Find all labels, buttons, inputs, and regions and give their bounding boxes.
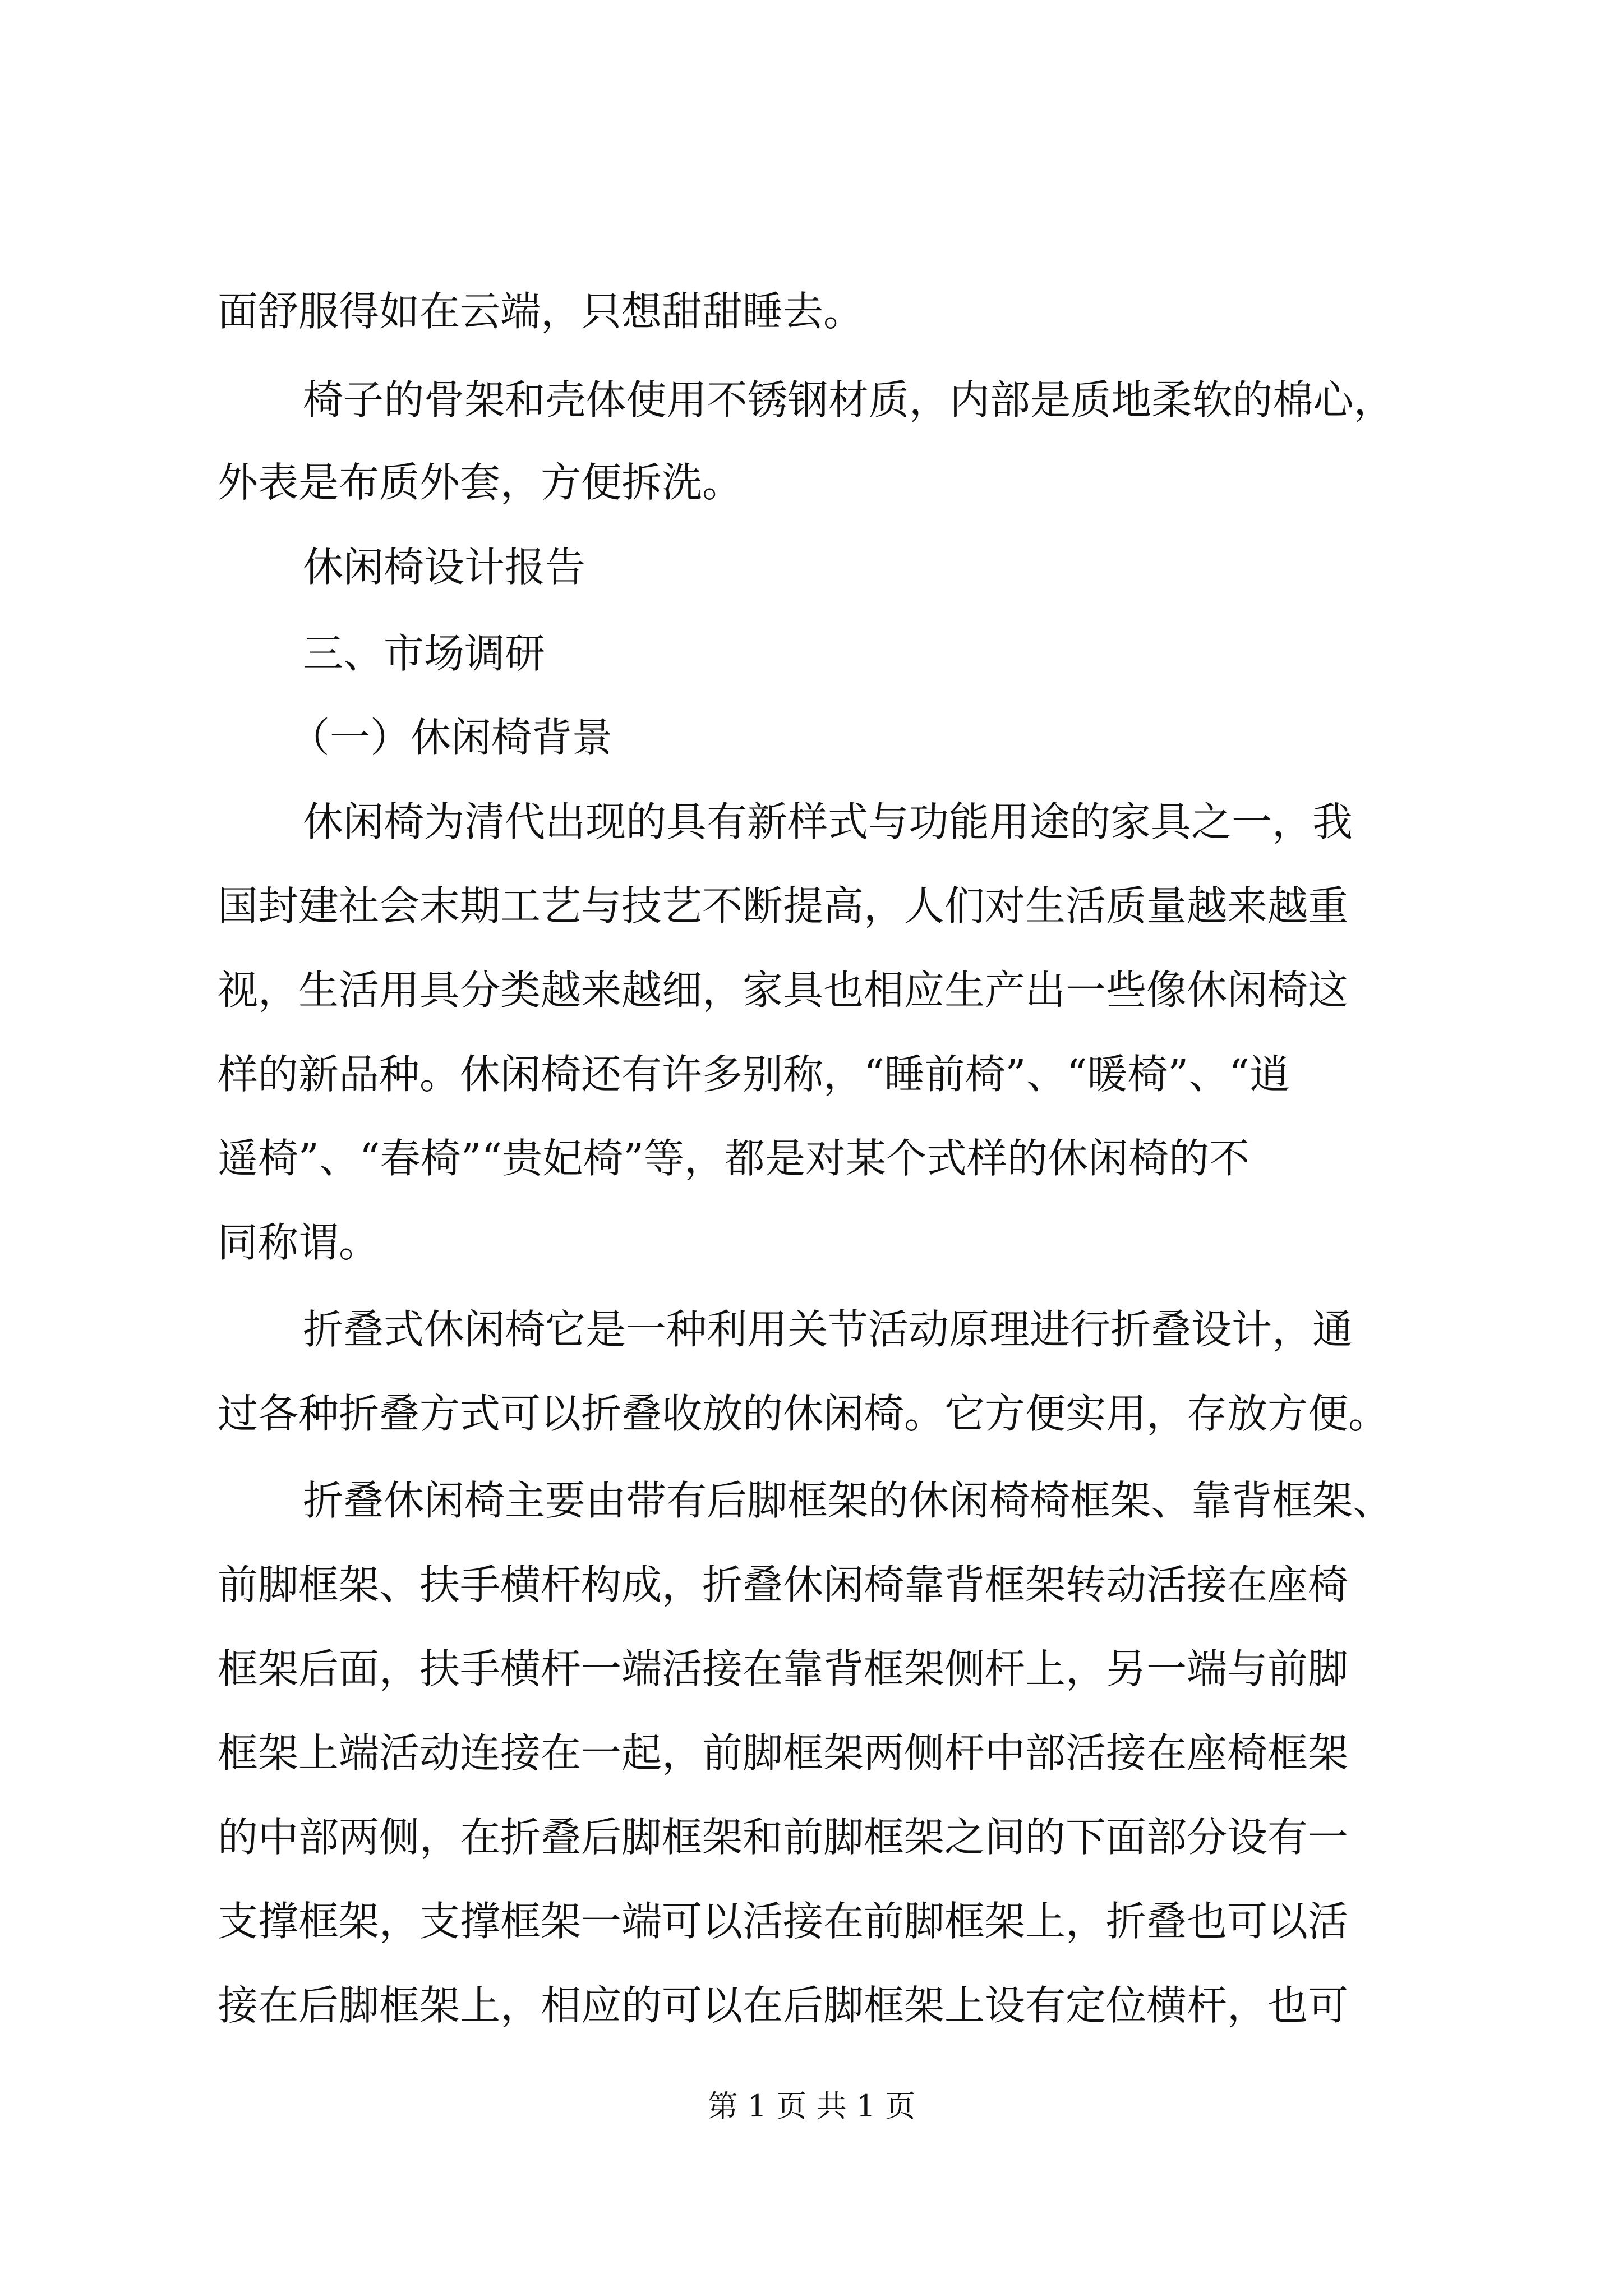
- subsection-heading: （一）休闲椅背景: [289, 714, 613, 761]
- text-line: 支撑框架，支撑框架一端可以活接在前脚框架上，折叠也可以活: [218, 1898, 1349, 1945]
- text-line: 过各种折叠方式可以折叠收放的休闲椅。它方便实用，存放方便。: [218, 1390, 1389, 1437]
- text-line: 折叠式休闲椅它是一种利用关节活动原理进行折叠设计，通: [303, 1306, 1353, 1353]
- text-line: 遥椅”、“春椅”“贵妃椅”等，都是对某个式样的休闲椅的不: [218, 1135, 1250, 1182]
- text-line: 框架后面，扶手横杆一端活接在靠背框架侧杆上，另一端与前脚: [218, 1645, 1349, 1692]
- text-line: 休闲椅为清代出现的具有新样式与功能用途的家具之一，我: [303, 798, 1353, 845]
- text-line: 框架上端活动连接在一起，前脚框架两侧杆中部活接在座椅框架: [218, 1729, 1349, 1777]
- text-line: 视，生活用具分类越来越细，家具也相应生产出一些像休闲椅这: [218, 967, 1349, 1014]
- text-line: 国封建社会末期工艺与技艺不断提高，人们对生活质量越来越重: [218, 882, 1349, 930]
- text-line: 面舒服得如在云端，只想甜甜睡去。: [218, 288, 864, 335]
- text-line: 的中部两侧，在折叠后脚框架和前脚框架之间的下面部分设有一: [218, 1814, 1349, 1861]
- text-line: 接在后脚框架上，相应的可以在后脚框架上设有定位横杆，也可: [218, 1982, 1349, 2029]
- text-line: 折叠休闲椅主要由带有后脚框架的休闲椅椅框架、靠背框架、: [303, 1477, 1394, 1524]
- section-title: 休闲椅设计报告: [303, 544, 586, 591]
- text-line: 样的新品种。休闲椅还有许多别称，“睡前椅”、“暖椅”、“逍: [218, 1051, 1290, 1098]
- text-line: 椅子的骨架和壳体使用不锈钢材质，内部是质地柔软的棉心，: [303, 376, 1394, 424]
- section-heading: 三、市场调研: [303, 630, 546, 677]
- text-line: 外表是布质外套，方便拆洗。: [218, 459, 743, 506]
- text-line: 前脚框架、扶手横杆构成，折叠休闲椅靠背框架转动活接在座椅: [218, 1561, 1349, 1608]
- text-line: 同称谓。: [218, 1219, 380, 1266]
- page-footer: 第 1 页 共 1 页: [707, 2088, 916, 2124]
